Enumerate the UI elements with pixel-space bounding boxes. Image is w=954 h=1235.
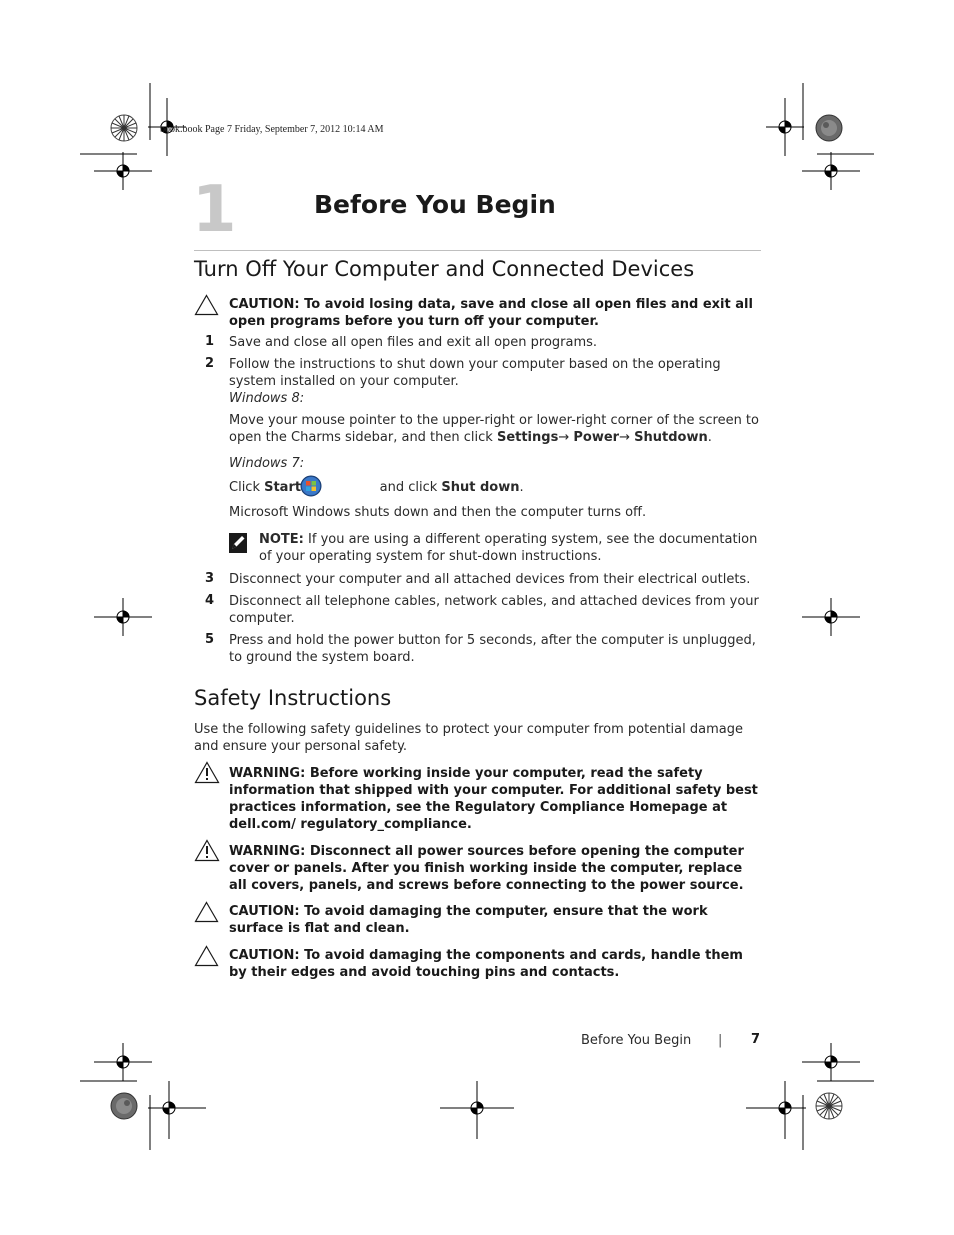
registration-mark-icon: [94, 598, 152, 636]
caution-lose-data: CAUTION: To avoid losing data, save and close all open files and exit all open programs before you turn off your computer.: [229, 297, 753, 329]
registration-mark-icon: [94, 1043, 152, 1081]
print-slug: book.book Page 7 Friday, September 7, 2012 10:14 AM: [160, 124, 384, 135]
windows-shuts-down-text: Microsoft Windows shuts down and then the computer turns off.: [229, 505, 647, 520]
step-1-text: Save and close all open files and exit all open programs.: [229, 335, 598, 350]
windows-7-instructions: Click Start and click Shut down.: [229, 480, 524, 495]
registration-mark-icon: [440, 1081, 514, 1139]
warning-triangle-icon: [194, 761, 220, 784]
section-heading-safety: Safety Instructions: [194, 686, 392, 710]
caution-triangle-icon: [194, 901, 219, 923]
warning-triangle-icon: [194, 839, 220, 862]
windows-8-instructions: Move your mouse pointer to the upper-right or lower-right corner of the screen to open the Charms sidebar, and then click Settings→ Power→ Shutdown.: [229, 413, 759, 445]
safety-intro: Use the following safety guidelines to protect your computer from potential damage and ensure your personal safety.: [194, 722, 743, 754]
note-shutdown-other-os: NOTE: If you are using a different operating system, see the documentation of your operating system for shut-down instructions.: [259, 532, 758, 564]
caution-handle-components: CAUTION: To avoid damaging the components and cards, handle them by their edges and avoid touching pins and contacts.: [229, 948, 743, 980]
printer-color-wheel-icon: [110, 114, 138, 142]
step-number: 4: [205, 593, 215, 608]
note-pencil-icon: [229, 533, 247, 553]
printer-color-wheel-icon: [110, 1092, 138, 1120]
page-number: 7: [751, 1032, 761, 1047]
caution-triangle-icon: [194, 945, 219, 967]
windows-8-label: Windows 8:: [229, 391, 305, 406]
step-2-text: Follow the instructions to shut down your computer based on the operating system installed on your computer.: [229, 357, 721, 389]
footer-separator: |: [718, 1033, 723, 1048]
printer-color-wheel-icon: [815, 114, 843, 142]
registration-mark-icon: [94, 152, 152, 190]
footer-section-title: Before You Begin: [581, 1033, 692, 1048]
step-3-text: Disconnect your computer and all attached devices from their electrical outlets.: [229, 572, 751, 587]
step-number: 3: [205, 571, 215, 586]
registration-mark-icon: [802, 152, 860, 190]
printer-color-wheel-icon: [815, 1092, 843, 1120]
registration-mark-icon: [802, 1043, 860, 1081]
warning-disconnect-power: WARNING: Disconnect all power sources before opening the computer cover or panels. After you finish working inside the computer, replace all covers, panels, and screws before connecting to the power source.: [229, 844, 744, 893]
step-4-text: Disconnect all telephone cables, network cables, and attached devices from your computer.: [229, 594, 759, 626]
caution-work-surface: CAUTION: To avoid damaging the computer, ensure that the work surface is flat and clean.: [229, 904, 708, 936]
chapter-title: Before You Begin: [314, 190, 556, 219]
registration-mark-icon: [148, 1081, 206, 1139]
windows-start-orb-icon: [300, 475, 322, 497]
step-number: 1: [205, 334, 215, 349]
step-number: 2: [205, 356, 215, 371]
section-heading-turn-off: Turn Off Your Computer and Connected Devices: [194, 257, 695, 281]
windows-7-label: Windows 7:: [229, 456, 305, 471]
chapter-rule: [194, 250, 761, 251]
step-5-text: Press and hold the power button for 5 seconds, after the computer is unplugged, to ground the system board.: [229, 633, 756, 665]
caution-triangle-icon: [194, 294, 219, 316]
chapter-number: 1: [192, 173, 237, 247]
registration-mark-icon: [802, 598, 860, 636]
warning-safety-info: WARNING: Before working inside your computer, read the safety information that shipped with your computer. For additional safety best practices information, see the Regulatory Compliance Homepage at dell.com/ regulatory_compliance.: [229, 766, 758, 832]
registration-mark-icon: [746, 1081, 806, 1139]
registration-mark-icon: [766, 98, 804, 156]
step-number: 5: [205, 632, 215, 647]
